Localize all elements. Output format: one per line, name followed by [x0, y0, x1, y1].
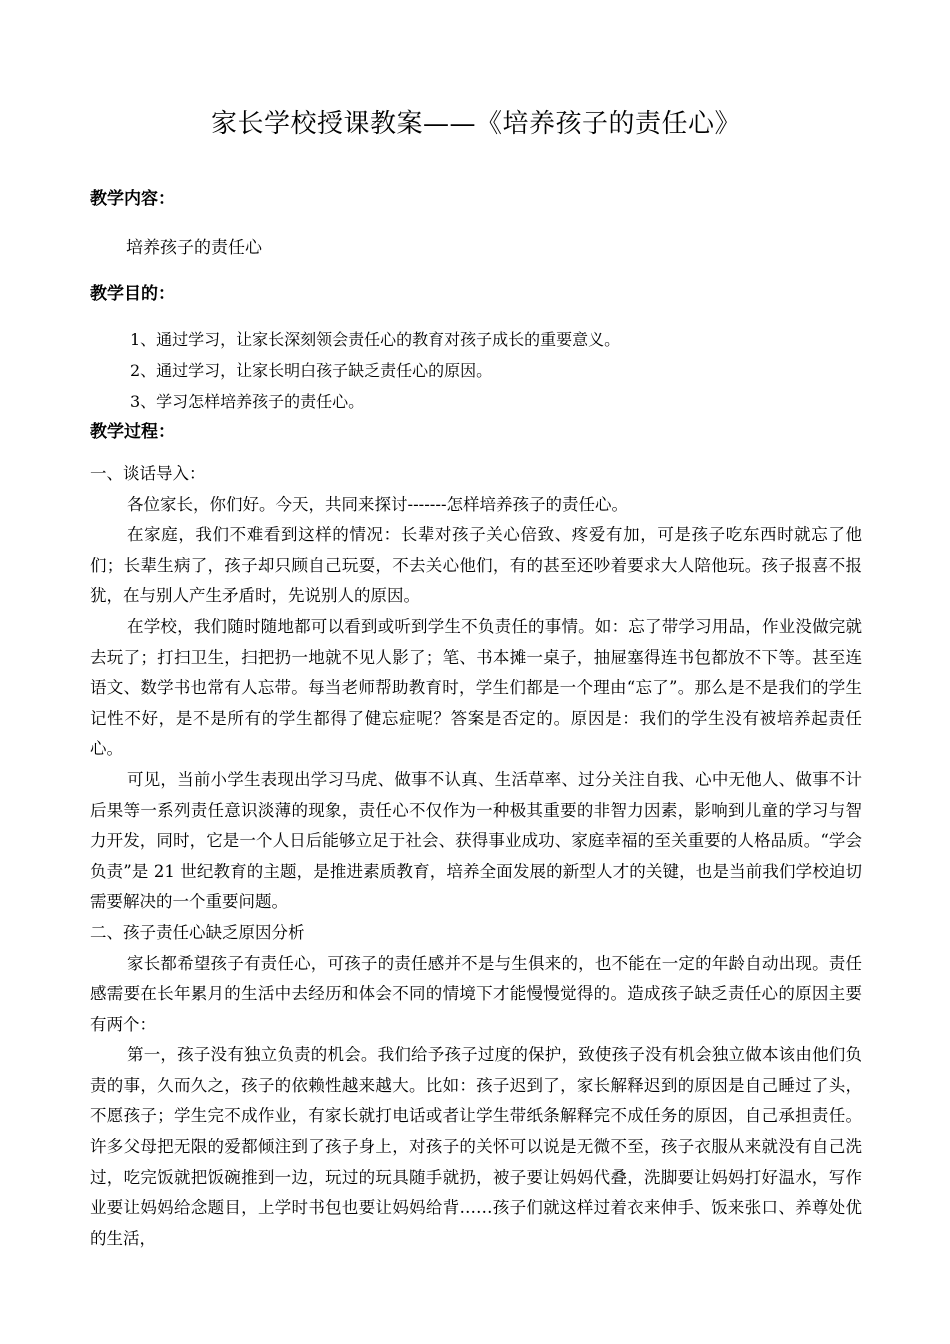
- teaching-content-heading: 教学内容：: [90, 189, 175, 209]
- document-title: 家长学校授课教案——《培养孩子的责任心》: [210, 109, 741, 139]
- document-content: [90, 104, 862, 1254]
- section-title-cause-analysis: 二、孩子责任心缺乏原因分析: [90, 922, 305, 942]
- purpose-item: 1、通过学习，让家长深刻领会责任心的教育对孩子成长的重要意义。: [130, 330, 621, 349]
- paragraph: 在学校，我们随时随地都可以看到或听到学生不负责任的事情。如：忘了带学习用品，作业没做完就去玩了；打扫卫生，扫把扔一地就不见人影了；笔、书本摊一桌子，抽屉塞得连书包都放不下等。甚至连语文、数学书也常有人忘带。每当老师帮助教育时，学生们都是一个理由“忘了”。那么是不是我们的学生记性不好，是不是所有的学生都得了健忘症呢？答案是否定的。原因是：我们的学生没有被培养起责任心。: [90, 616, 862, 759]
- paragraph: 可见，当前小学生表现出学习马虎、做事不认真、生活草率、过分关注自我、心中无他人、做事不计后果等一系列责任意识淡薄的现象，责任心不仅作为一种极其重要的非智力因素，影响到儿童的学习与智力开发，同时，它是一个人日后能够立足于社会、获得事业成功、家庭幸福的至关重要的人格品质。“学会负责”是 21 世纪教育的主题，是推进素质教育，培养全面发展的新型人才的关键，也是当前我们学校迫切需要解决的一个重要问题。: [90, 769, 862, 912]
- paragraph: 第一，孩子没有独立负责的机会。我们给予孩子过度的保护，致使孩子没有机会独立做本该由他们负责的事，久而久之，孩子的依赖性越来越大。比如：孩子迟到了，家长解释迟到的原因是自己睡过了头，不愿孩子；学生完不成作业，有家长就打电话或者让学生带纸条解释完不成任务的原因，自己承担责任。许多父母把无限的爱都倾注到了孩子身上，对孩子的关怀可以说是无微不至，孩子衣服从来就没有自己洗过，吃完饭就把饭碗推到一边，玩过的玩具随手就扔，被子要让妈妈代叠，洗脚要让妈妈打好温水，写作业要让妈妈给念题目，上学时书包也要让妈妈给背……孩子们就这样过着衣来伸手、饭来张口、养尊处优的生活，: [90, 1045, 862, 1248]
- teaching-purpose-heading: 教学目的：: [90, 284, 175, 304]
- teaching-content-text: 培养孩子的责任心: [126, 238, 262, 258]
- teaching-purpose-list: [90, 324, 862, 417]
- purpose-item: 2、通过学习，让家长明白孩子缺乏责任心的原因。: [130, 361, 493, 380]
- paragraph: 在家庭，我们不难看到这样的情况：长辈对孩子关心倍致、疼爱有加，可是孩子吃东西时就忘了他们；长辈生病了，孩子却只顾自己玩耍，不去关心他们，有的甚至还吵着要求大人陪他玩。孩子报喜不报犹，在与别人产生矛盾时，先说别人的原因。: [90, 525, 862, 606]
- section-title-introduction: 一、谈话导入：: [90, 464, 206, 483]
- paragraph: 家长都希望孩子有责任心，可孩子的责任感并不是与生俱来的，也不能在一定的年龄自动出现。责任感需要在长年累月的生活中去经历和体会不同的情境下才能慢慢觉得的。造成孩子缺乏责任心的原因主要有两个：: [90, 953, 862, 1034]
- teaching-process-heading: 教学过程：: [90, 422, 175, 442]
- purpose-item: 3、学习怎样培养孩子的责任心。: [130, 392, 365, 411]
- paragraph: 各位家长，你们好。今天，共同来探讨-------怎样培养孩子的责任心。: [127, 494, 629, 514]
